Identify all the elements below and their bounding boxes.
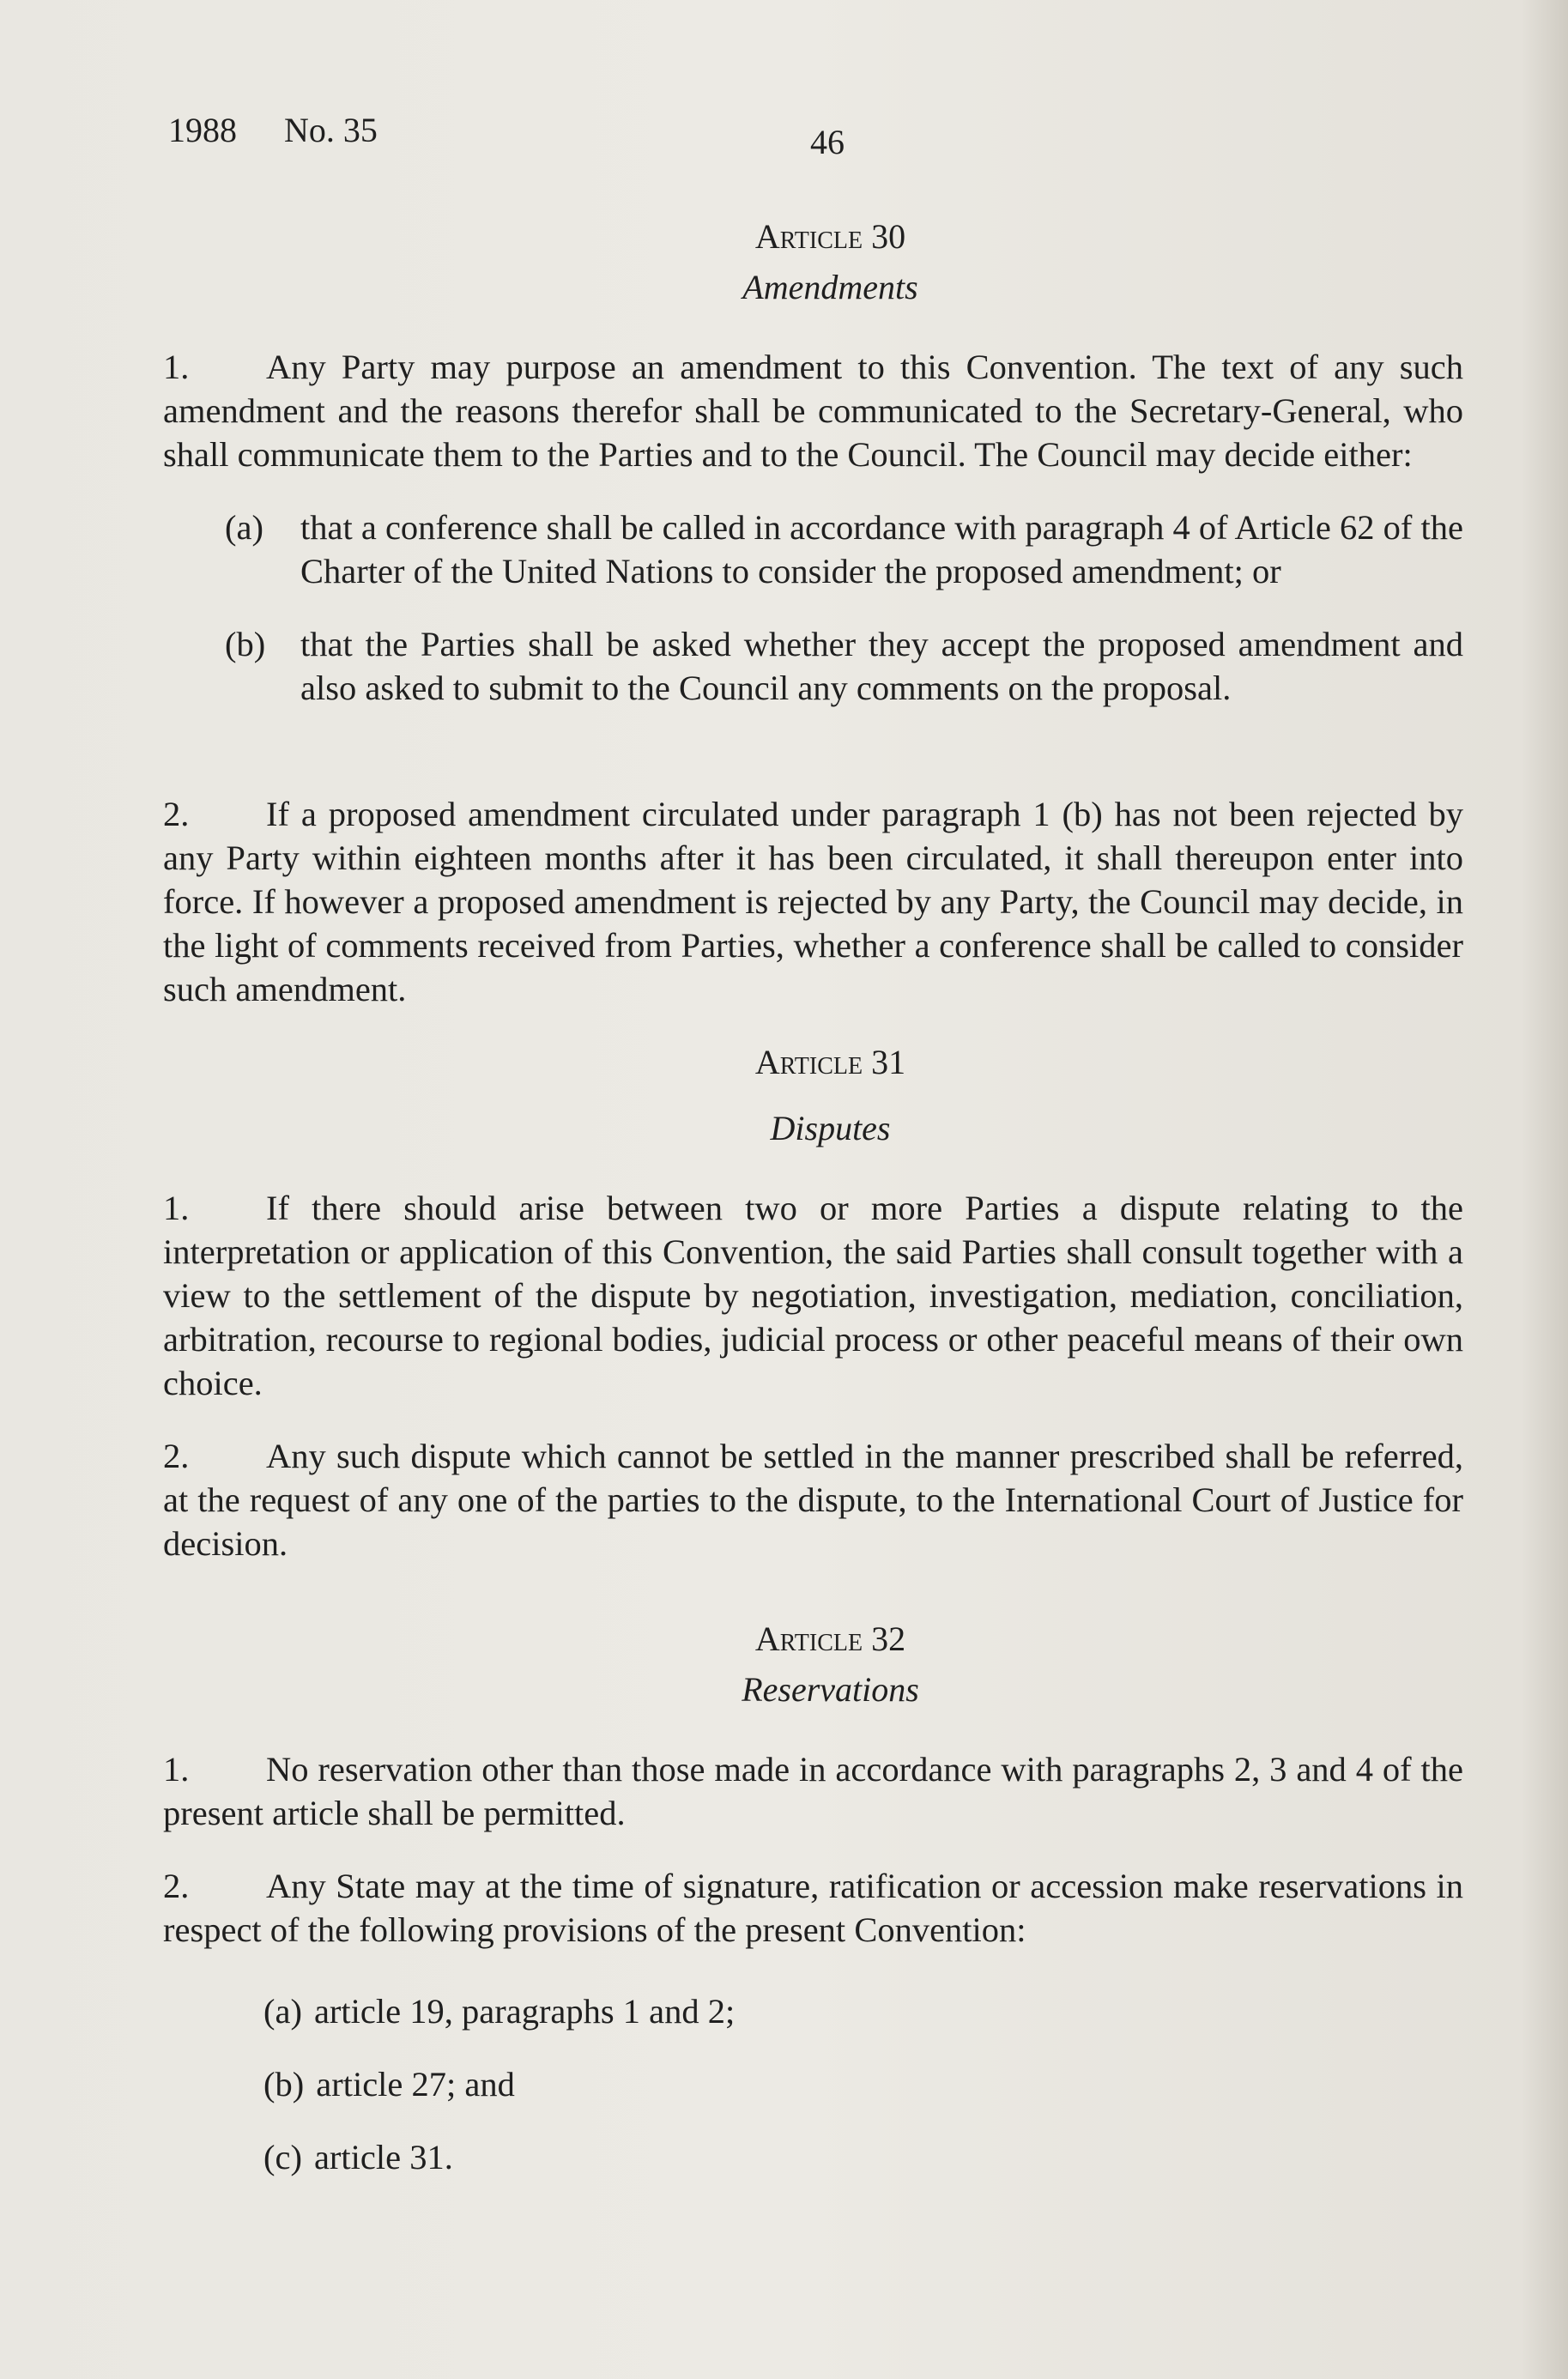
item-text: article 31. <box>313 2138 453 2176</box>
article-30 <box>163 215 1463 1011</box>
paragraph <box>163 1747 1463 1835</box>
page-header <box>168 110 1456 161</box>
item-label: (a) <box>263 1992 302 2031</box>
paragraph-text: Any Party may purpose an amendment to this Convention. The text of any such amendment and the reasons therefor shall be communicated to the Secretary-General, who shall communicate them to the Parties and to the Council. The Council may decide either: <box>163 348 1463 474</box>
item-label: (b) <box>263 2065 305 2104</box>
article-title: Article 31 <box>754 1043 906 1081</box>
article-title: Article 32 <box>754 1619 906 1658</box>
item-text: that a conference shall be called in accordance with paragraph 4 of Article 62 of the Charter of the United Nations to consider the proposed amendment; or <box>300 508 1463 590</box>
paragraph-number: 1. <box>163 1750 190 1789</box>
paragraph-number: 2. <box>163 1867 190 1905</box>
list-item <box>163 1989 1463 2033</box>
list-item <box>163 505 1463 593</box>
header-year: 1988 <box>168 111 237 149</box>
article-title: Article 30 <box>754 217 906 256</box>
item-text: article 19, paragraphs 1 and 2; <box>313 1992 736 2031</box>
list-item <box>163 2062 1463 2106</box>
paragraph-number: 1. <box>163 1189 190 1227</box>
article-31 <box>163 1040 1463 1565</box>
paragraph-number: 1. <box>163 348 190 386</box>
article-subtitle: Reservations <box>742 1670 919 1709</box>
article-subtitle: Amendments <box>742 268 918 306</box>
item-text: article 27; and <box>316 2065 515 2104</box>
paragraph-text: If there should arise between two or more Parties a dispute relating to the interpretation or application of this Convention, the said Parties shall consult together with a view to the settlement of the dispute by negotiation, investigation, mediation, conciliation, arbitration, recourse to regional bodies, judicial process or other peaceful means of their own choice. <box>163 1189 1463 1402</box>
paragraph <box>163 345 1463 476</box>
paragraph-number: 2. <box>163 795 190 833</box>
paragraph-text: If a proposed amendment circulated under paragraph 1 (b) has not been rejected by any Party within eighteen months after it has been circulated, it shall thereupon enter into force. If however a proposed amendment is rejected by any Party, the Council may decide, in the light of comments received from Parties, whether a conference shall be called to consider such amendment. <box>163 795 1463 1008</box>
list-item <box>163 2135 1463 2179</box>
item-label: (a) <box>225 508 263 547</box>
paragraph-number: 2. <box>163 1437 190 1475</box>
paragraph <box>163 1186 1463 1405</box>
header-number: No. 35 <box>284 111 378 149</box>
article-subtitle: Disputes <box>770 1109 891 1147</box>
paragraph-text: Any State may at the time of signature, ratification or accession make reservations in respect of the following provisions of the present Convention: <box>163 1867 1463 1949</box>
article-32 <box>163 1617 1463 2179</box>
item-text: that the Parties shall be asked whether they accept the proposed amendment and also asked to submit to the Council any comments on the proposal. <box>300 625 1463 707</box>
paragraph <box>163 1434 1463 1565</box>
list-item <box>163 622 1463 710</box>
item-label: (b) <box>225 625 266 663</box>
paragraph-text: No reservation other than those made in accordance with paragraphs 2, 3 and 4 of the present article shall be permitted. <box>163 1750 1463 1832</box>
item-label: (c) <box>263 2138 302 2176</box>
paragraph-text: Any such dispute which cannot be settled in the manner prescribed shall be referred, at the request of any one of the parties to the dispute, to the International Court of Justice for decision. <box>163 1437 1463 1563</box>
paragraph <box>163 1864 1463 1952</box>
page-number: 46 <box>810 123 845 161</box>
paragraph <box>163 792 1463 1011</box>
document-body <box>163 215 1463 2208</box>
